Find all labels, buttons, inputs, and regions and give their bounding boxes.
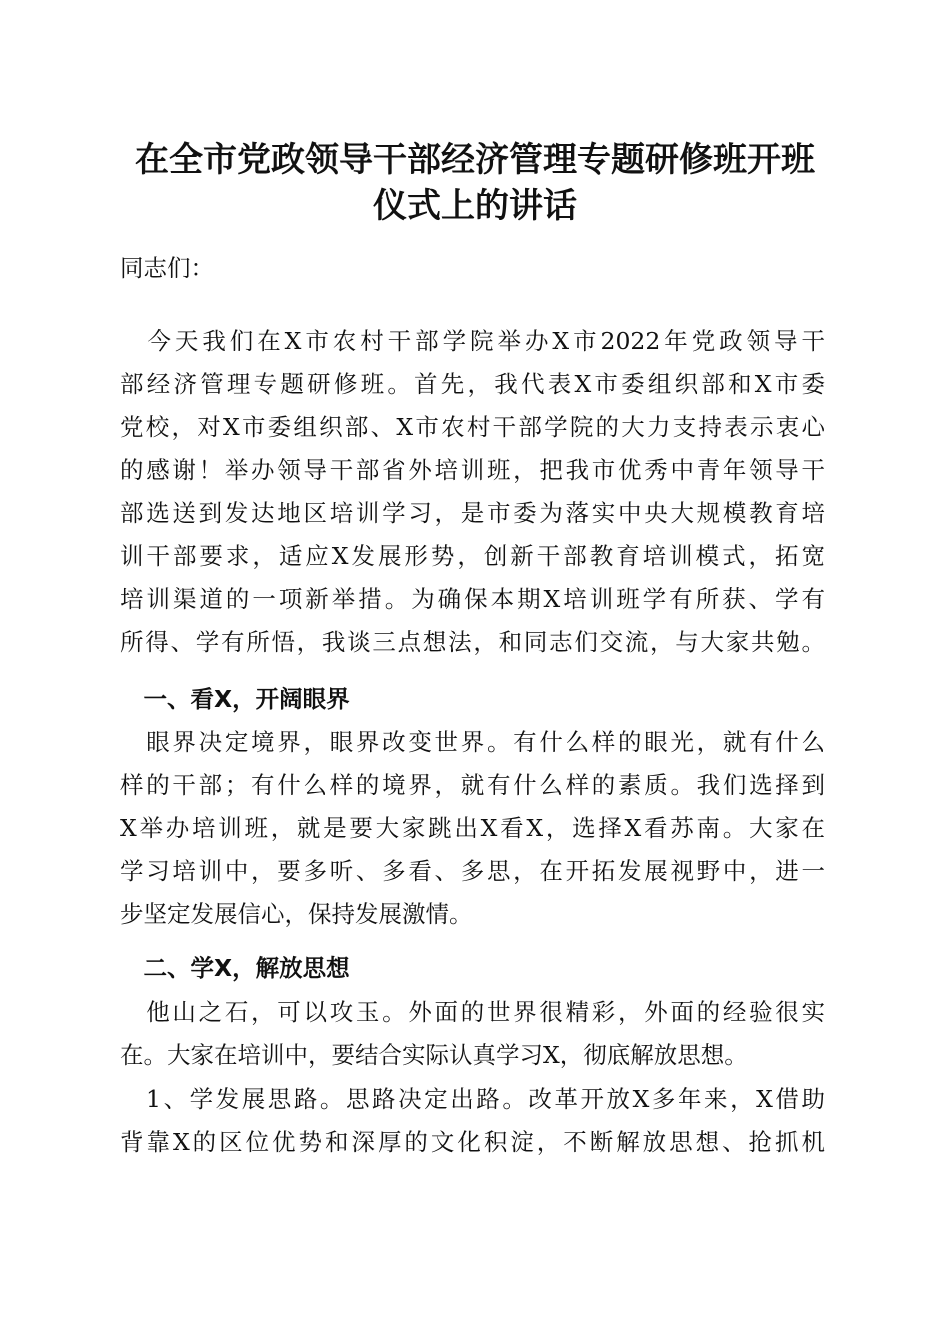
paragraph-line: 培训渠道的一项新举措。为确保本期X培训班学有所获、学有	[120, 585, 825, 613]
paragraph-line: 眼界决定境界，眼界改变世界。有什么样的眼光，就有什么	[120, 728, 825, 756]
paragraph-line: 1、学发展思路。思路决定出路。改革开放X多年来，X借助	[120, 1085, 825, 1113]
salutation: 同志们：	[120, 254, 214, 282]
paragraph-line: 的感谢！举办领导干部省外培训班，把我市优秀中青年领导干	[120, 456, 825, 484]
paragraph-line: 党校，对X市委组织部、X市农村干部学院的大力支持表示衷心	[120, 413, 825, 441]
paragraph-line: 学习培训中，要多听、多看、多思，在开拓发展视野中，进一	[120, 857, 825, 885]
paragraph-line: 部经济管理专题研修班。首先，我代表X市委组织部和X市委	[120, 370, 825, 398]
paragraph-line: 在。大家在培训中，要结合实际认真学习X，彻底解放思想。	[120, 1041, 748, 1069]
paragraph-line: 背靠X的区位优势和深厚的文化积淀，不断解放思想、抢抓机	[120, 1128, 825, 1156]
title-line-1: 在全市党政领导干部经济管理专题研修班开班	[135, 140, 815, 180]
section-heading: 二、学X，解放思想	[120, 954, 350, 982]
paragraph-line: 今天我们在X市农村干部学院举办X市2022年党政领导干	[120, 327, 825, 355]
paragraph-line: 步坚定发展信心，保持发展激情。	[120, 900, 473, 928]
title-line-2: 仪式上的讲话	[373, 186, 577, 226]
paragraph-line: 样的干部；有什么样的境界，就有什么样的素质。我们选择到	[120, 771, 825, 799]
paragraph-line: 所得、学有所悟，我谈三点想法，和同志们交流，与大家共勉。	[120, 628, 825, 656]
paragraph-line: 他山之石，可以攻玉。外面的世界很精彩，外面的经验很实	[120, 998, 825, 1026]
paragraph-line: 训干部要求，适应X发展形势，创新干部教育培训模式，拓宽	[120, 542, 825, 570]
paragraph-line: X举办培训班，就是要大家跳出X看X，选择X看苏南。大家在	[120, 814, 825, 842]
paragraph-line: 部选送到发达地区培训学习，是市委为落实中央大规模教育培	[120, 499, 825, 527]
section-heading: 一、看X，开阔眼界	[120, 685, 350, 713]
